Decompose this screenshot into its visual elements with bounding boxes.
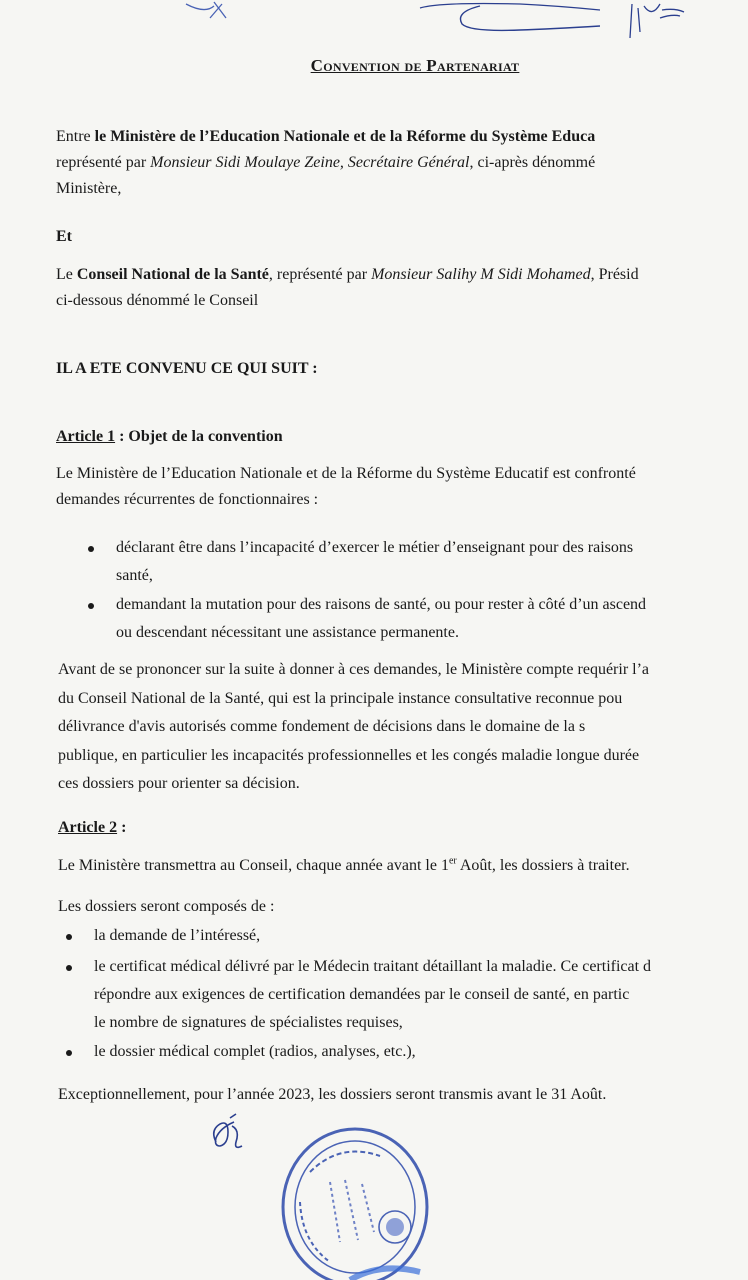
article-1-label: Article 1 [56, 428, 116, 445]
article-1-closing-line: délivrance d'avis autorisés comme fondement de décisions dans le domaine de la s [58, 718, 586, 735]
council-name: Conseil National de la Santé [76, 266, 269, 283]
article-1-closing-line: ces dossiers pour orienter sa décision. [58, 775, 300, 792]
article-1-closing [58, 656, 748, 799]
article-1-heading [56, 424, 748, 450]
bullet-icon [66, 1050, 72, 1056]
signature-icon [206, 1112, 254, 1156]
council-text: Le [56, 266, 77, 283]
bullet-icon [88, 546, 94, 552]
bullet-line: le nombre de signatures de spécialistes requises, [94, 1014, 403, 1031]
official-stamp-icon [270, 1112, 440, 1280]
et-label: Et [56, 228, 72, 245]
article-1-bullet [116, 591, 646, 647]
article-1-closing-line: Avant de se prononcer sur la suite à donner à ces demandes, le Ministère compte requérir l’a [58, 661, 650, 678]
bullet-line: la demande de l’intéressé, [94, 927, 261, 944]
article-1-intro [56, 461, 748, 513]
agreed-heading: IL A ETE CONVENU CE QUI SUIT : [56, 360, 318, 377]
handwritten-initials-top [0, 0, 748, 60]
council-paragraph [56, 262, 748, 314]
ministry-name: le Ministère de l’Education Nationale et de la Réforme du Système Educa [94, 128, 596, 145]
ministry-representative: Monsieur Sidi Moulaye Zeine, Secrétaire Général [150, 154, 470, 171]
council-text: , représenté par [268, 266, 372, 283]
council-representative: Monsieur Salihy M Sidi Mohamed [371, 266, 591, 283]
article-2-bullet [94, 1038, 416, 1066]
article-1-intro-line: Le Ministère de l’Education Nationale et de la Réforme du Système Educatif est confronté [56, 465, 636, 482]
article-2-transmission [58, 853, 748, 879]
article-1-title: : Objet de la convention [115, 428, 283, 445]
bullet-line: le dossier médical complet (radios, analyses, etc.), [94, 1043, 416, 1060]
article-2-heading [58, 815, 748, 841]
bullet-icon [66, 965, 72, 971]
parties-text: Entre [56, 128, 95, 145]
bullet-line: ou descendant nécessitant une assistance permanente. [116, 624, 459, 641]
article-2-exception: Exceptionnellement, pour l’année 2023, les dossiers seront transmis avant le 31 Août. [58, 1086, 607, 1103]
parties-text: représenté par [56, 154, 151, 171]
bullet-icon [88, 603, 94, 609]
article-2-composed: Les dossiers seront composés de : [58, 898, 275, 915]
parties-text: , ci-après dénommé [469, 154, 596, 171]
article-2-bullet [94, 953, 651, 1037]
transmission-text: Août, les dossiers à traiter. [456, 857, 630, 874]
bullet-line: déclarant être dans l’incapacité d’exercer le métier d’enseignant pour des raisons [116, 539, 634, 556]
bullet-line: demandant la mutation pour des raisons de santé, ou pour rester à côté d’un ascend [116, 596, 647, 613]
article-1-closing-line: du Conseil National de la Santé, qui est la principale instance consultative reconnue pou [58, 689, 623, 707]
bullet-icon [66, 934, 72, 940]
bullet-line: santé, [116, 567, 153, 584]
transmission-text: Le Ministère transmettra au Conseil, chaque année avant le 1 [58, 857, 449, 874]
article-1-intro-line: demandes récurrentes de fonctionnaires : [56, 491, 319, 508]
bullet-line: le certificat médical délivré par le Médecin traitant détaillant la maladie. Ce certificat d [94, 958, 652, 975]
article-1-bullet [116, 534, 633, 590]
bullet-line: répondre aux exigences de certification demandées par le conseil de santé, en partic [94, 986, 630, 1003]
ordinal-superscript: er [448, 855, 457, 867]
parties-text: Ministère, [56, 180, 122, 197]
article-1-closing-line: publique, en particulier les incapacités professionnelles et les congés maladie longue durée [58, 746, 640, 764]
council-text: ci-dessous dénommé le Conseil [56, 292, 259, 309]
article-2-label: Article 2 [58, 819, 118, 836]
article-2-bullet [94, 922, 260, 950]
document-title: Convention de Partenariat [310, 56, 520, 75]
article-2-title: : [117, 819, 127, 836]
parties-paragraph [56, 124, 748, 202]
council-text: , Présid [590, 266, 639, 283]
